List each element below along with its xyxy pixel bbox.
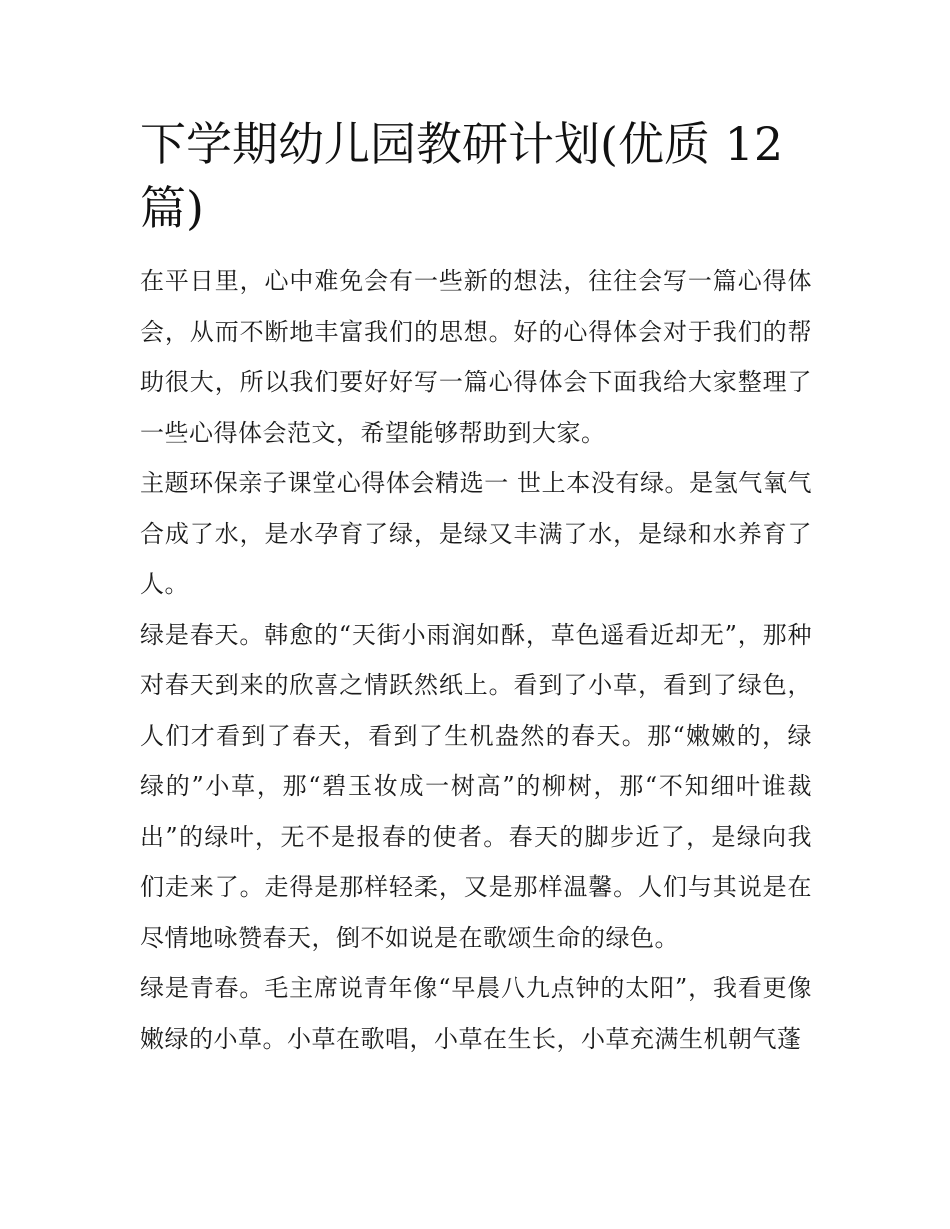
paragraph-youth: 绿是青春。毛主席说青年像“早晨八九点钟的太阳”，我看更像嫩绿的小草。小草在歌唱，小草在生长，小草充满生机朝气蓬 — [140, 974, 812, 1053]
paragraph-theme: 主题环保亲子课堂心得体会精选一 世上本没有绿。是氢气氧气合成了水，是水孕育了绿，是绿又丰满了水，是绿和水养育了人。 — [140, 469, 812, 598]
paragraph-intro: 在平日里，心中难免会有一些新的想法，往往会写一篇心得体会，从而不断地丰富我们的思想。好的心得体会对于我们的帮助很大，所以我们要好好写一篇心得体会下面我给大家整理了一些心得体会范文，希望能够帮助到大家。 — [140, 267, 812, 447]
paragraph-spring: 绿是春天。韩愈的“天街小雨润如酥，草色遥看近却无”，那种对春天到来的欣喜之情跃然纸上。看到了小草，看到了绿色，人们才看到了春天，看到了生机盎然的春天。那“嫩嫩的，绿绿的”小草，那“碧玉妆成一树高”的柳树，那“不知细叶谁裁出”的绿叶，无不是报春的使者。春天的脚步近了，是绿向我们走来了。走得是那样轻柔，又是那样温馨。人们与其说是在尽情地咏赞春天，倒不如说是在歌颂生命的绿色。 — [140, 620, 812, 952]
document-page — [140, 112, 812, 1064]
document-title: 下学期幼儿园教研计划(优质 12 篇) — [140, 117, 784, 235]
